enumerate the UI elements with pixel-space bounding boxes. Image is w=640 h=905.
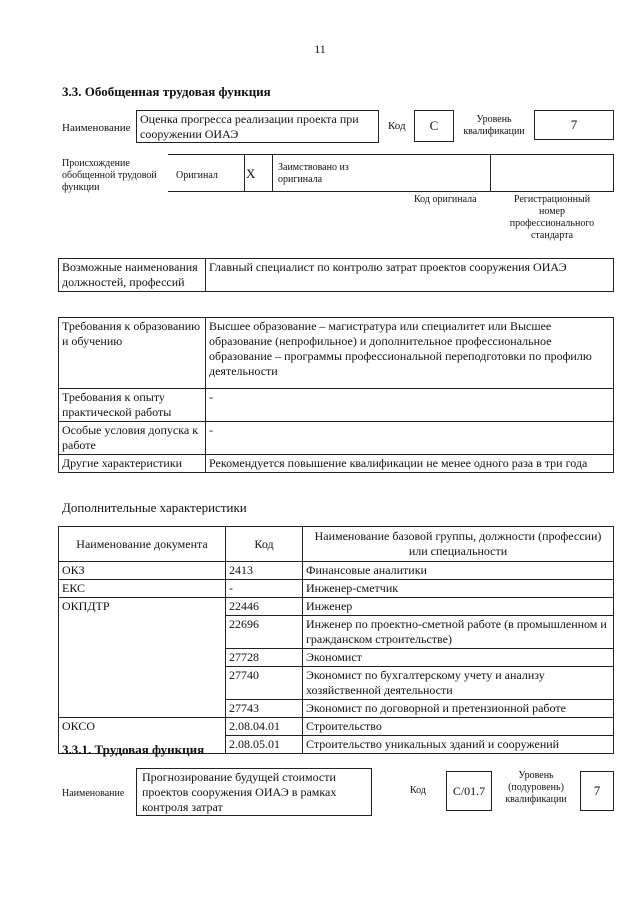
original-mark: X bbox=[246, 166, 256, 181]
table-row bbox=[59, 318, 614, 389]
table-row bbox=[59, 389, 614, 422]
req-value: - bbox=[206, 422, 614, 455]
req-label: Требования к образованию и обучению bbox=[59, 318, 206, 389]
cell-doc: ОКПДТР bbox=[59, 598, 226, 718]
req-value: Рекомендуется повышение квалификации не менее одного раза в три года bbox=[206, 455, 614, 473]
tf-level: 7 bbox=[580, 771, 614, 811]
table-row bbox=[59, 580, 614, 598]
borrowed-label: Заимствовано из оригинала bbox=[278, 162, 349, 185]
cell-name: Инженер bbox=[303, 598, 614, 616]
section-title: 3.3. Обобщенная трудовая функция bbox=[62, 84, 271, 99]
req-label: Особые условия допуска к работе bbox=[59, 422, 206, 455]
gtf-level: 7 bbox=[534, 110, 614, 140]
gtf-code: C bbox=[414, 110, 454, 142]
positions-value: Главный специалист по контролю затрат проектов сооружения ОИАЭ bbox=[206, 259, 614, 292]
req-label: Требования к опыту практической работы bbox=[59, 389, 206, 422]
req-value: Высшее образование – магистратура или специалитет или Высшее образование (непрофильное) и дополнительное профессиональное образование – программы профессиональной переподготовки по профилю деятельности bbox=[206, 318, 614, 389]
cell-code: - bbox=[226, 580, 303, 598]
cell-code: 2413 bbox=[226, 562, 303, 580]
cell-code: 2.08.05.01 bbox=[226, 736, 303, 754]
positions-table bbox=[58, 258, 614, 292]
tf-code-label: Код bbox=[410, 785, 426, 796]
req-label: Другие характеристики bbox=[59, 455, 206, 473]
cell-name: Экономист по бухгалтерскому учету и анализу хозяйственной деятельности bbox=[303, 667, 614, 700]
extra-table bbox=[58, 526, 614, 754]
header-doc: Наименование документа bbox=[59, 527, 226, 562]
reg-number-caption: Регистрационный номер профессионального стандарта bbox=[509, 194, 595, 241]
original-label: Оригинал bbox=[176, 170, 218, 181]
table-row bbox=[59, 718, 614, 736]
origin-label: Происхождение обобщенной трудовой функции bbox=[62, 158, 157, 193]
table-row bbox=[59, 598, 614, 616]
table-row bbox=[59, 562, 614, 580]
extra-title: Дополнительные характеристики bbox=[62, 500, 247, 515]
cell-doc: ЕКС bbox=[59, 580, 226, 598]
cell-name: Инженер-сметчик bbox=[303, 580, 614, 598]
header-name: Наименование базовой группы, должности (профессии) или специальности bbox=[303, 527, 614, 562]
header-code: Код bbox=[226, 527, 303, 562]
cell-code: 22696 bbox=[226, 616, 303, 649]
cell-name: Инженер по проектно-сметной работе (в промышленном и гражданском строительстве) bbox=[303, 616, 614, 649]
cell-code: 27743 bbox=[226, 700, 303, 718]
cell-name: Финансовые аналитики bbox=[303, 562, 614, 580]
level-label: Уровень квалификации bbox=[463, 114, 525, 137]
requirements-table bbox=[58, 317, 614, 473]
cell-code: 27740 bbox=[226, 667, 303, 700]
subsection-title: 3.3.1. Трудовая функция bbox=[62, 742, 205, 757]
code-label: Код bbox=[388, 120, 406, 132]
gtf-name: Оценка прогресса реализации проекта при сооружении ОИАЭ bbox=[136, 110, 379, 143]
tf-code: C/01.7 bbox=[446, 771, 492, 811]
page-number: 11 bbox=[314, 42, 326, 56]
cell-code: 22446 bbox=[226, 598, 303, 616]
req-value: - bbox=[206, 389, 614, 422]
cell-doc: ОКЗ bbox=[59, 562, 226, 580]
tf-name-label: Наименование bbox=[62, 788, 125, 799]
cell-code: 27728 bbox=[226, 649, 303, 667]
positions-label: Возможные наименования должностей, профессий bbox=[59, 259, 206, 292]
tf-level-label: Уровень (подуровень) квалификации bbox=[505, 770, 567, 805]
table-row bbox=[59, 455, 614, 473]
cell-name: Строительство уникальных зданий и сооружений bbox=[303, 736, 614, 754]
cell-name: Строительство bbox=[303, 718, 614, 736]
name-label: Наименование bbox=[62, 122, 131, 134]
tf-name: Прогнозирование будущей стоимости проектов сооружения ОИАЭ в рамках контроля затрат bbox=[136, 768, 372, 816]
table-row bbox=[59, 422, 614, 455]
cell-doc: ОКСО bbox=[59, 718, 226, 754]
cell-name: Экономист по договорной и претензионной работе bbox=[303, 700, 614, 718]
origin-box bbox=[168, 154, 614, 192]
table-header bbox=[59, 527, 614, 562]
cell-code: 2.08.04.01 bbox=[226, 718, 303, 736]
cell-name: Экономист bbox=[303, 649, 614, 667]
code-original-caption: Код оригинала bbox=[414, 194, 477, 205]
